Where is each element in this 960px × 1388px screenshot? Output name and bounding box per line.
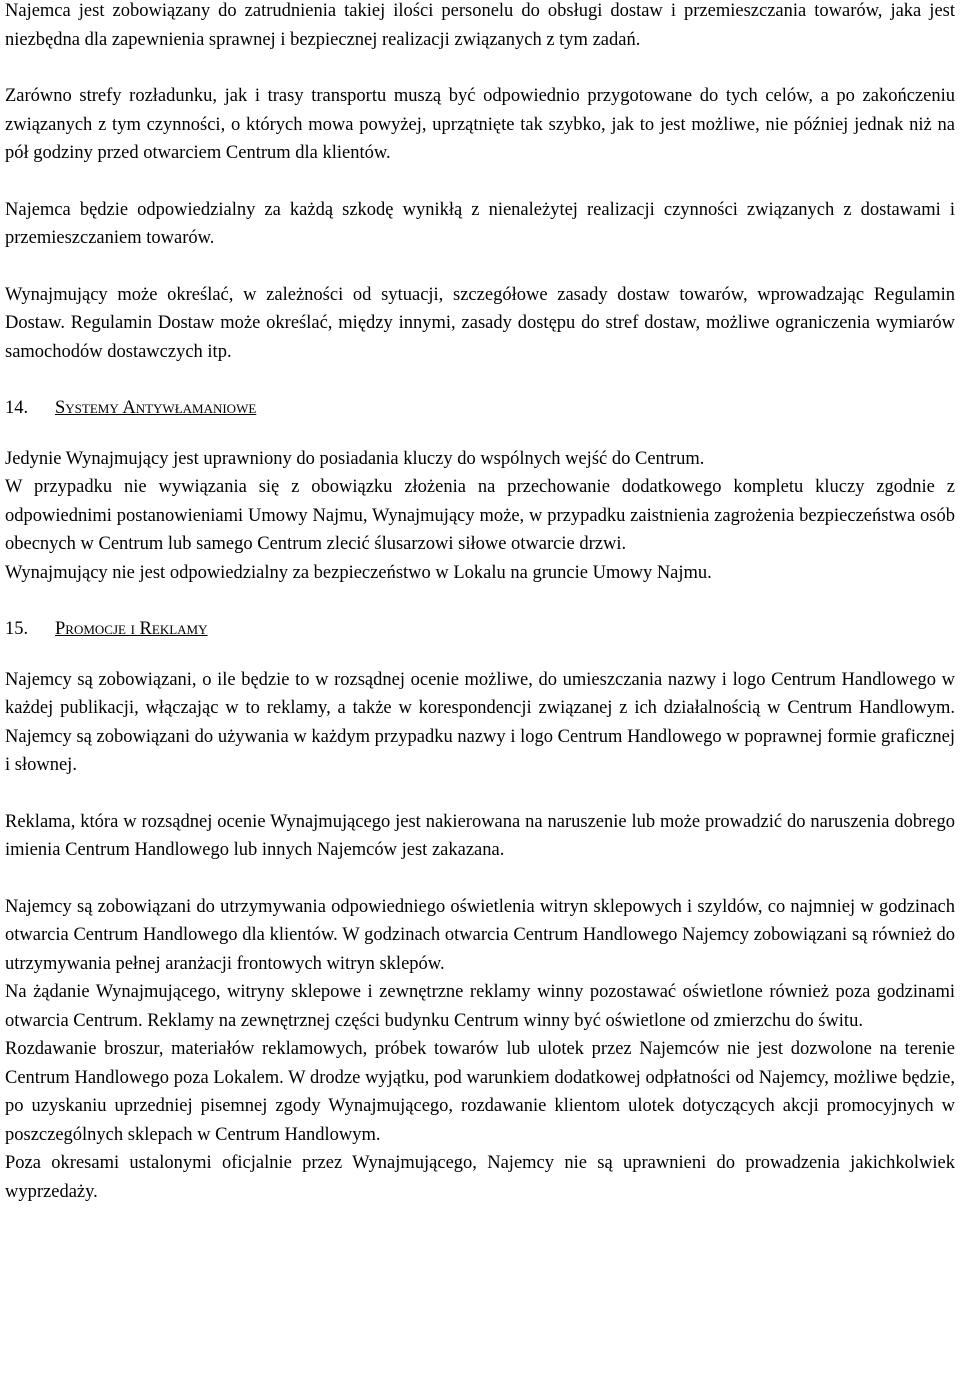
paragraph-window-lighting: Najemcy są zobowiązani do utrzymywania odpowiedniego oświetlenia witryn sklepowych i szyldów, co najmniej w godzinach otwarcia Centrum Handlowego dla klientów. W godzinach otwarcia Centrum Handlowego Najemcy zobowiązani są również do utrzymywania pełnej aranżacji frontowych witryn sklepów. <box>5 896 955 974</box>
section-heading-15 <box>5 615 955 644</box>
paragraph-staff-deliveries: Najemca jest zobowiązany do zatrudnienia takiej ilości personelu do obsługi dostaw i przemieszczania towarów, jaka jest niezbędna dla zapewnienia sprawnej i bezpiecznej realizacji związanych z tym zadań. <box>5 1 955 50</box>
paragraph-liability-deliveries: Najemca będzie odpowiedzialny za każdą szkodę wynikłą z nienależytej realizacji czynności związanych z dostawami i przemieszczaniem towarów. <box>5 199 955 248</box>
paragraph-unloading-zones: Zarówno strefy rozładunku, jak i trasy transportu muszą być odpowiednio przygotowane do tych celów, a po zakończeniu związanych z tym czynności, o których mowa powyżej, uprzątnięte tak szybko, jak to jest możliwe, nie później jednak niż na pół godziny przed otwarciem Centrum dla klientów. <box>5 86 955 163</box>
section-heading-14 <box>5 394 955 423</box>
section-number: 14. <box>5 398 29 418</box>
section-number: 15. <box>5 619 29 639</box>
paragraph-keys-deposit: W przypadku nie wywiązania się z obowiązku złożenia na przechowanie dodatkowego kompletu kluczy zgodnie z odpowiednimi postanowieniami Umowy Najmu, Wynajmujący może, w przypadku zaistnienia zagrożenia bezpieczeństwa osób obecnych w Centrum lub samego Centrum zlecić ślusarzowi siłowe otwarcie drzwi. <box>5 477 955 554</box>
paragraph-keys-exclusive: Jedynie Wynajmujący jest uprawniony do posiadania kluczy do wspólnych wejść do Centrum. <box>5 448 705 469</box>
paragraph-advertising-ban: Reklama, która w rozsądnej ocenie Wynajmującego jest nakierowana na naruszenie lub może prowadzić do naruszenia dobrego imienia Centrum Handlowego lub innych Najemców jest zakazana. <box>5 811 955 860</box>
document-page <box>5 0 955 1206</box>
paragraph-sales: Poza okresami ustalonymi oficjalnie przez Wynajmującego, Najemcy nie są uprawnieni do prowadzenia jakichkolwiek wyprzedaży. <box>5 1153 955 1202</box>
paragraph-leaflets: Rozdawanie broszur, materiałów reklamowych, próbek towarów lub ulotek przez Najemców nie jest dozwolone na terenie Centrum Handlowego poza Lokalem. W drodze wyjątku, pod warunkiem dodatkowej odpłatności od Najemcy, możliwe będzie, po uzyskaniu uprzedniej pisemnej zgody Wynajmującego, rozdawanie klientom ulotek dotyczących akcji promocyjnych w poszczególnych sklepach w Centrum Handlowym. <box>5 1039 955 1145</box>
paragraph-logo-usage: Najemcy są zobowiązani, o ile będzie to w rozsądnej ocenie możliwe, do umieszczania nazwy i logo Centrum Handlowego w każdej publikacji, włączając w to reklamy, a także w korespondencji związanej z ich działalnością w Centrum Handlowym. Najemcy są zobowiązani do używania w każdym przypadku nazwy i logo Centrum Handlowego w poprawnej formie graficznej i słownej. <box>5 669 955 775</box>
section-title: Systemy Antywłamaniowe <box>55 398 257 418</box>
section-title: Promocje i Reklamy <box>55 619 208 639</box>
paragraph-lighting-request: Na żądanie Wynajmującego, witryny sklepowe i zewnętrzne reklamy winny pozostawać oświetlone również poza godzinami otwarcia Centrum. Reklamy na zewnętrznej części budynku Centrum winny być oświetlone od zmierzchu do świtu. <box>5 982 955 1031</box>
paragraph-delivery-rules: Wynajmujący może określać, w zależności od sytuacji, szczegółowe zasady dostaw towarów, wprowadzając Regulamin Dostaw. Regulamin Dostaw może określać, między innymi, zasady dostępu do stref dostaw, możliwe ograniczenia wymiarów samochodów dostawczych itp. <box>5 284 955 362</box>
paragraph-security-liability: Wynajmujący nie jest odpowiedzialny za bezpieczeństwo w Lokalu na gruncie Umowy Najmu. <box>5 562 712 583</box>
